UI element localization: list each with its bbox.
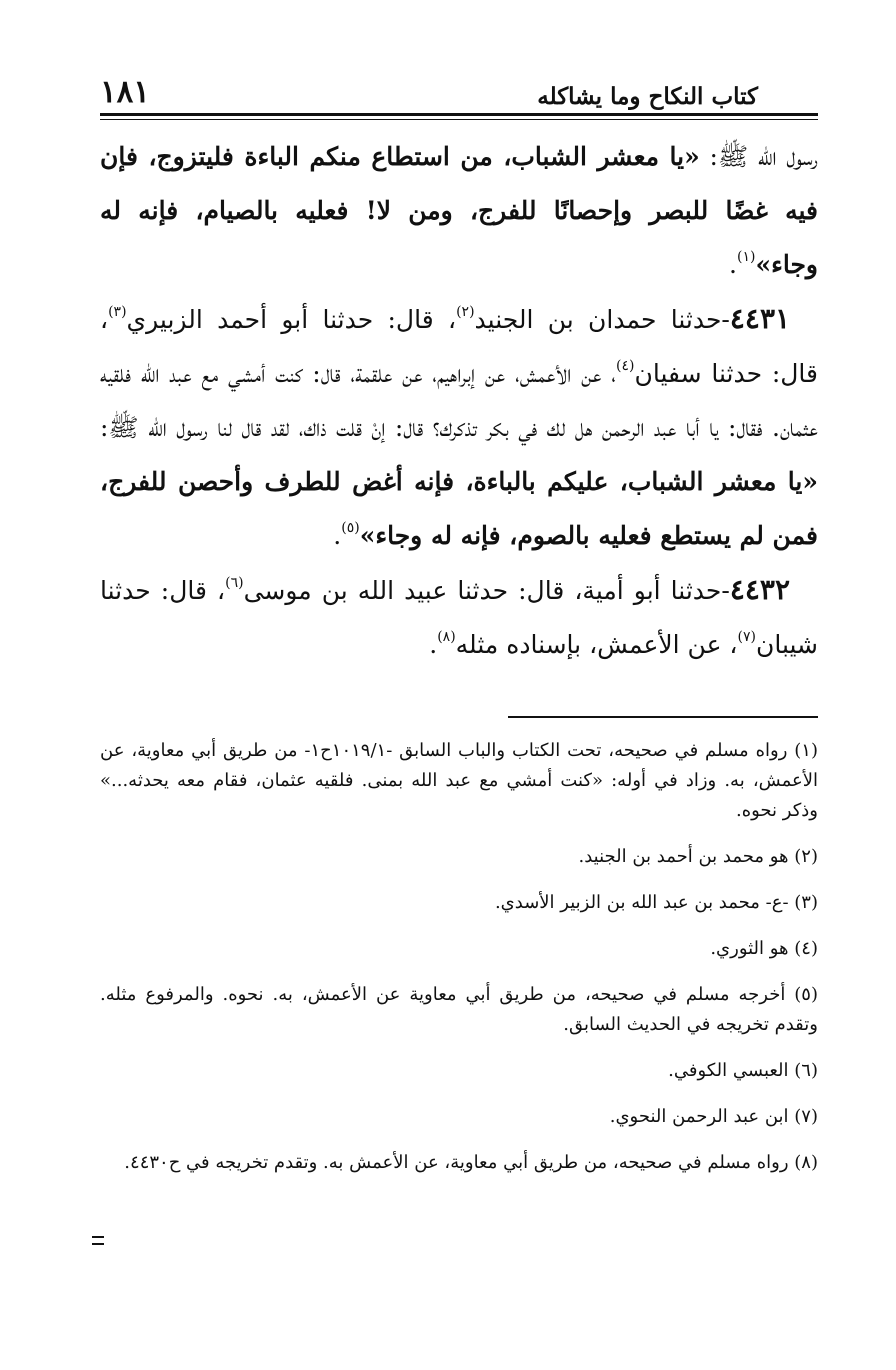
text-span: .	[429, 630, 438, 659]
text-span: ، عن الأعمش، بإسناده مثله	[455, 630, 738, 659]
hadith-number: ٤٤٣٢	[729, 573, 790, 606]
footnote-ref: (٣)	[108, 304, 127, 320]
text-span: ، قال: حدثنا أبو أحمد الزبيري	[126, 305, 457, 334]
header-rule	[100, 113, 818, 116]
end-of-page-mark	[92, 1236, 104, 1245]
hadith-4432	[100, 563, 818, 672]
footnote-ref: (٢)	[456, 304, 475, 320]
main-text	[100, 130, 818, 672]
footnote: (٨) رواه مسلم في صحيحه، من طريق أبي معاوية، عن الأعمش به. وتقدم تخريجه في ح٤٤٣٠.	[124, 1152, 818, 1173]
text-span: رسول الله ﷺ:	[699, 142, 818, 171]
text-span: -حدثنا أبو أمية، قال: حدثنا عبيد الله بن موسى	[243, 576, 730, 605]
footnote-ref: (٥)	[341, 520, 360, 536]
page-number: ١٨١	[100, 74, 150, 110]
footnote-ref: (١)	[737, 249, 756, 265]
hadith-number: ٤٤٣١	[729, 302, 791, 335]
text-span: ، قال: حدثنا شيبان	[100, 576, 818, 659]
footnote: (٢) هو محمد بن أحمد بن الجنيد.	[578, 846, 818, 867]
footnote: (٤) هو الثوري.	[710, 938, 818, 959]
footnote-ref: (٤)	[616, 358, 635, 374]
footnote-ref: (٧)	[737, 629, 756, 645]
footnote: (٧) ابن عبد الرحمن النحوي.	[609, 1106, 818, 1127]
footnote: (٥) أخرجه مسلم في صحيحه، من طريق أبي معاوية عن الأعمش، به. نحوه. والمرفوع مثله. وتقدم تخريجه في الحديث السابق.	[100, 984, 818, 1035]
text-span: ، قال: حدثنا سفيان	[100, 305, 818, 388]
footnote: (٣) -ع- محمد بن عبد الله بن الزبير الأسدي.	[494, 892, 818, 913]
hadith-4431	[100, 292, 818, 563]
hadith-quote: «يا معشر الشباب، من استطاع منكم الباءة فليتزوج، فإن فيه غضًا للبصر وإحصانًا للفرج، ومن لا! فعليه بالصيام، فإنه له وجاء»	[100, 142, 818, 279]
text-span: ، عن الأعمش، عن إبراهيم، عن علقمة، قال: كنت أمشي مع عبد الله فلقيه عثمان. فقال: يا أبا عبد الرحمن هل لك في بكر تذكرك؟ قال: إنْ قلت ذاك، لقد قال لنا رسول الله ﷺ:	[100, 359, 818, 442]
footnote: (١) رواه مسلم في صحيحه، تحت الكتاب والباب السابق -١٠١٩/١ح١- من طريق أبي معاوية، عن الأعمش، به. وزاد في أوله: «كنت أمشي مع عبد الله بمنى. فلقيه عثمان، فقام معه يحدثه...» وذكر نحوه.	[100, 740, 818, 821]
text-span: .	[729, 250, 737, 279]
text-span: .	[333, 521, 342, 550]
footnote: (٦) العبسي الكوفي.	[668, 1060, 818, 1081]
running-title: كتاب النكاح وما يشاكله	[537, 83, 758, 110]
page-header	[100, 72, 818, 108]
hadith-quote: «يا معشر الشباب، عليكم بالباءة، فإنه أغض للطرف وأحصن للفرج، فمن لم يستطع فعليه بالصوم، فإنه له وجاء»	[100, 467, 818, 550]
footnote-ref: (٦)	[225, 575, 244, 591]
paragraph-continuation	[100, 130, 818, 292]
header-rule-thin	[100, 119, 818, 120]
text-span: -حدثنا حمدان بن الجنيد	[474, 305, 730, 334]
footnotes	[100, 736, 818, 1194]
footnote-separator	[508, 716, 818, 718]
footnote-ref: (٨)	[437, 629, 456, 645]
